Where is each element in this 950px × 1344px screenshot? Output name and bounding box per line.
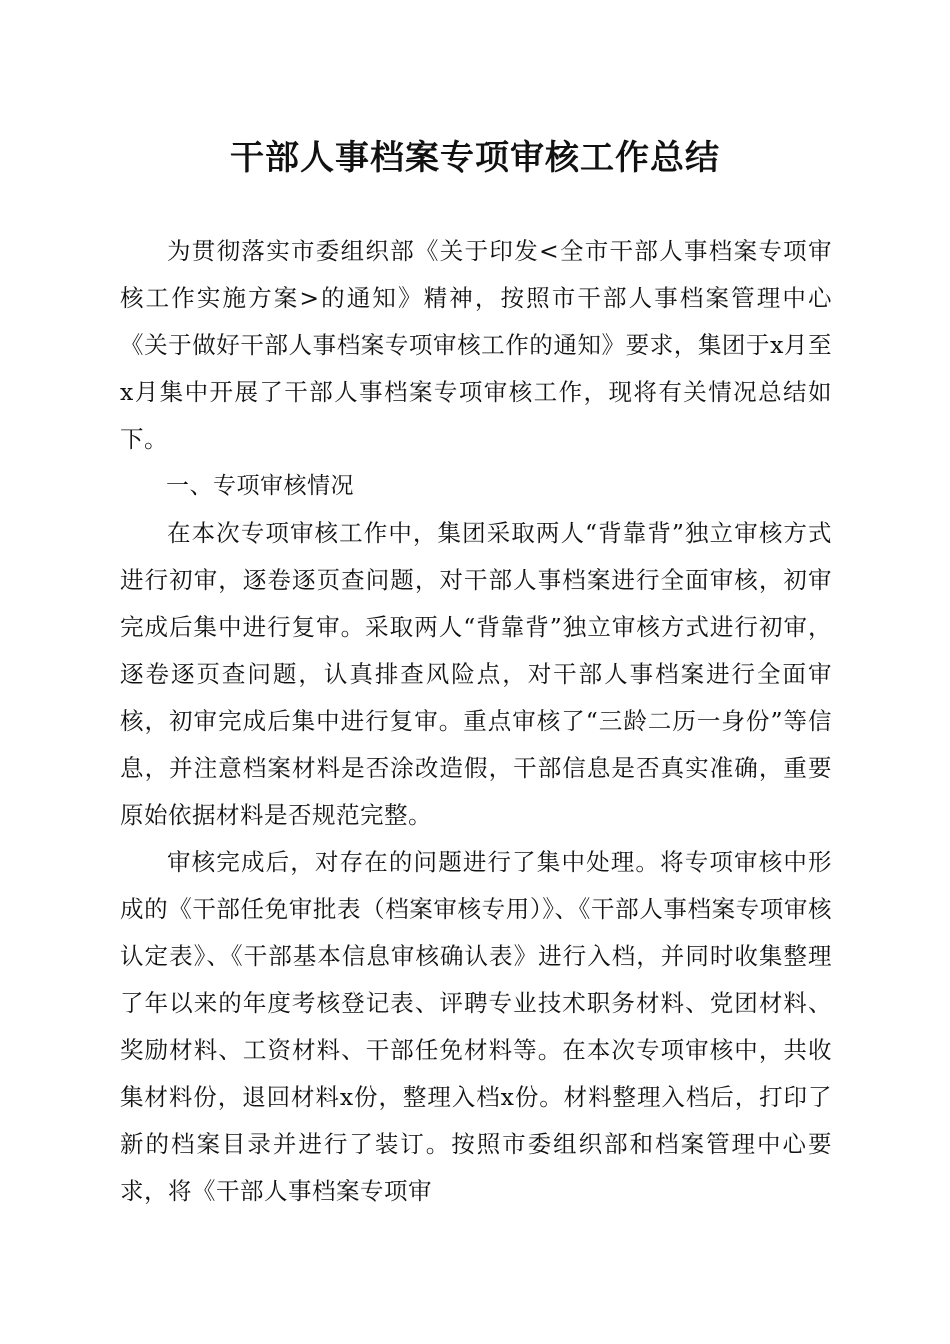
section-heading-audit-status: 一、专项审核情况	[166, 473, 354, 499]
document-body	[120, 228, 832, 1215]
audit-followup-paragraph: 审核完成后，对存在的问题进行了集中处理。将专项审核中形成的《干部任免审批表（档案审核专用）》、《干部人事档案专项审核认定表》、《干部基本信息审核确认表》进行入档，并同时收集整理了年以来的年度考核登记表、评聘专业技术职务材料、党团材料、奖励材料、工资材料、干部任免材料等。在本次专项审核中，共收集材料份，退回材料x份，整理入档x份。材料整理入档后，打印了新的档案目录并进行了装订。按照市委组织部和档案管理中心要求，将《干部人事档案专项审	[120, 848, 832, 1205]
document-title: 干部人事档案专项审核工作总结	[230, 138, 720, 178]
intro-paragraph: 为贯彻落实市委组织部《关于印发<全市干部人事档案专项审核工作实施方案>的通知》精神，按照市干部人事档案管理中心《关于做好干部人事档案专项审核工作的通知》要求，集团于x月至x月集中开展了干部人事档案专项审核工作，现将有关情况总结如下。	[120, 237, 832, 453]
audit-method-paragraph: 在本次专项审核工作中，集团采取两人“背靠背”独立审核方式进行初审，逐卷逐页查问题，对干部人事档案进行全面审核，初审完成后集中进行复审。采取两人“背靠背”独立审核方式进行初审，逐卷逐页查问题，认真排查风险点，对干部人事档案进行全面审核，初审完成后集中进行复审。重点审核了“三龄二历一身份”等信息，并注意档案材料是否涂改造假，干部信息是否真实准确，重要原始依据材料是否规范完整。	[120, 519, 832, 829]
